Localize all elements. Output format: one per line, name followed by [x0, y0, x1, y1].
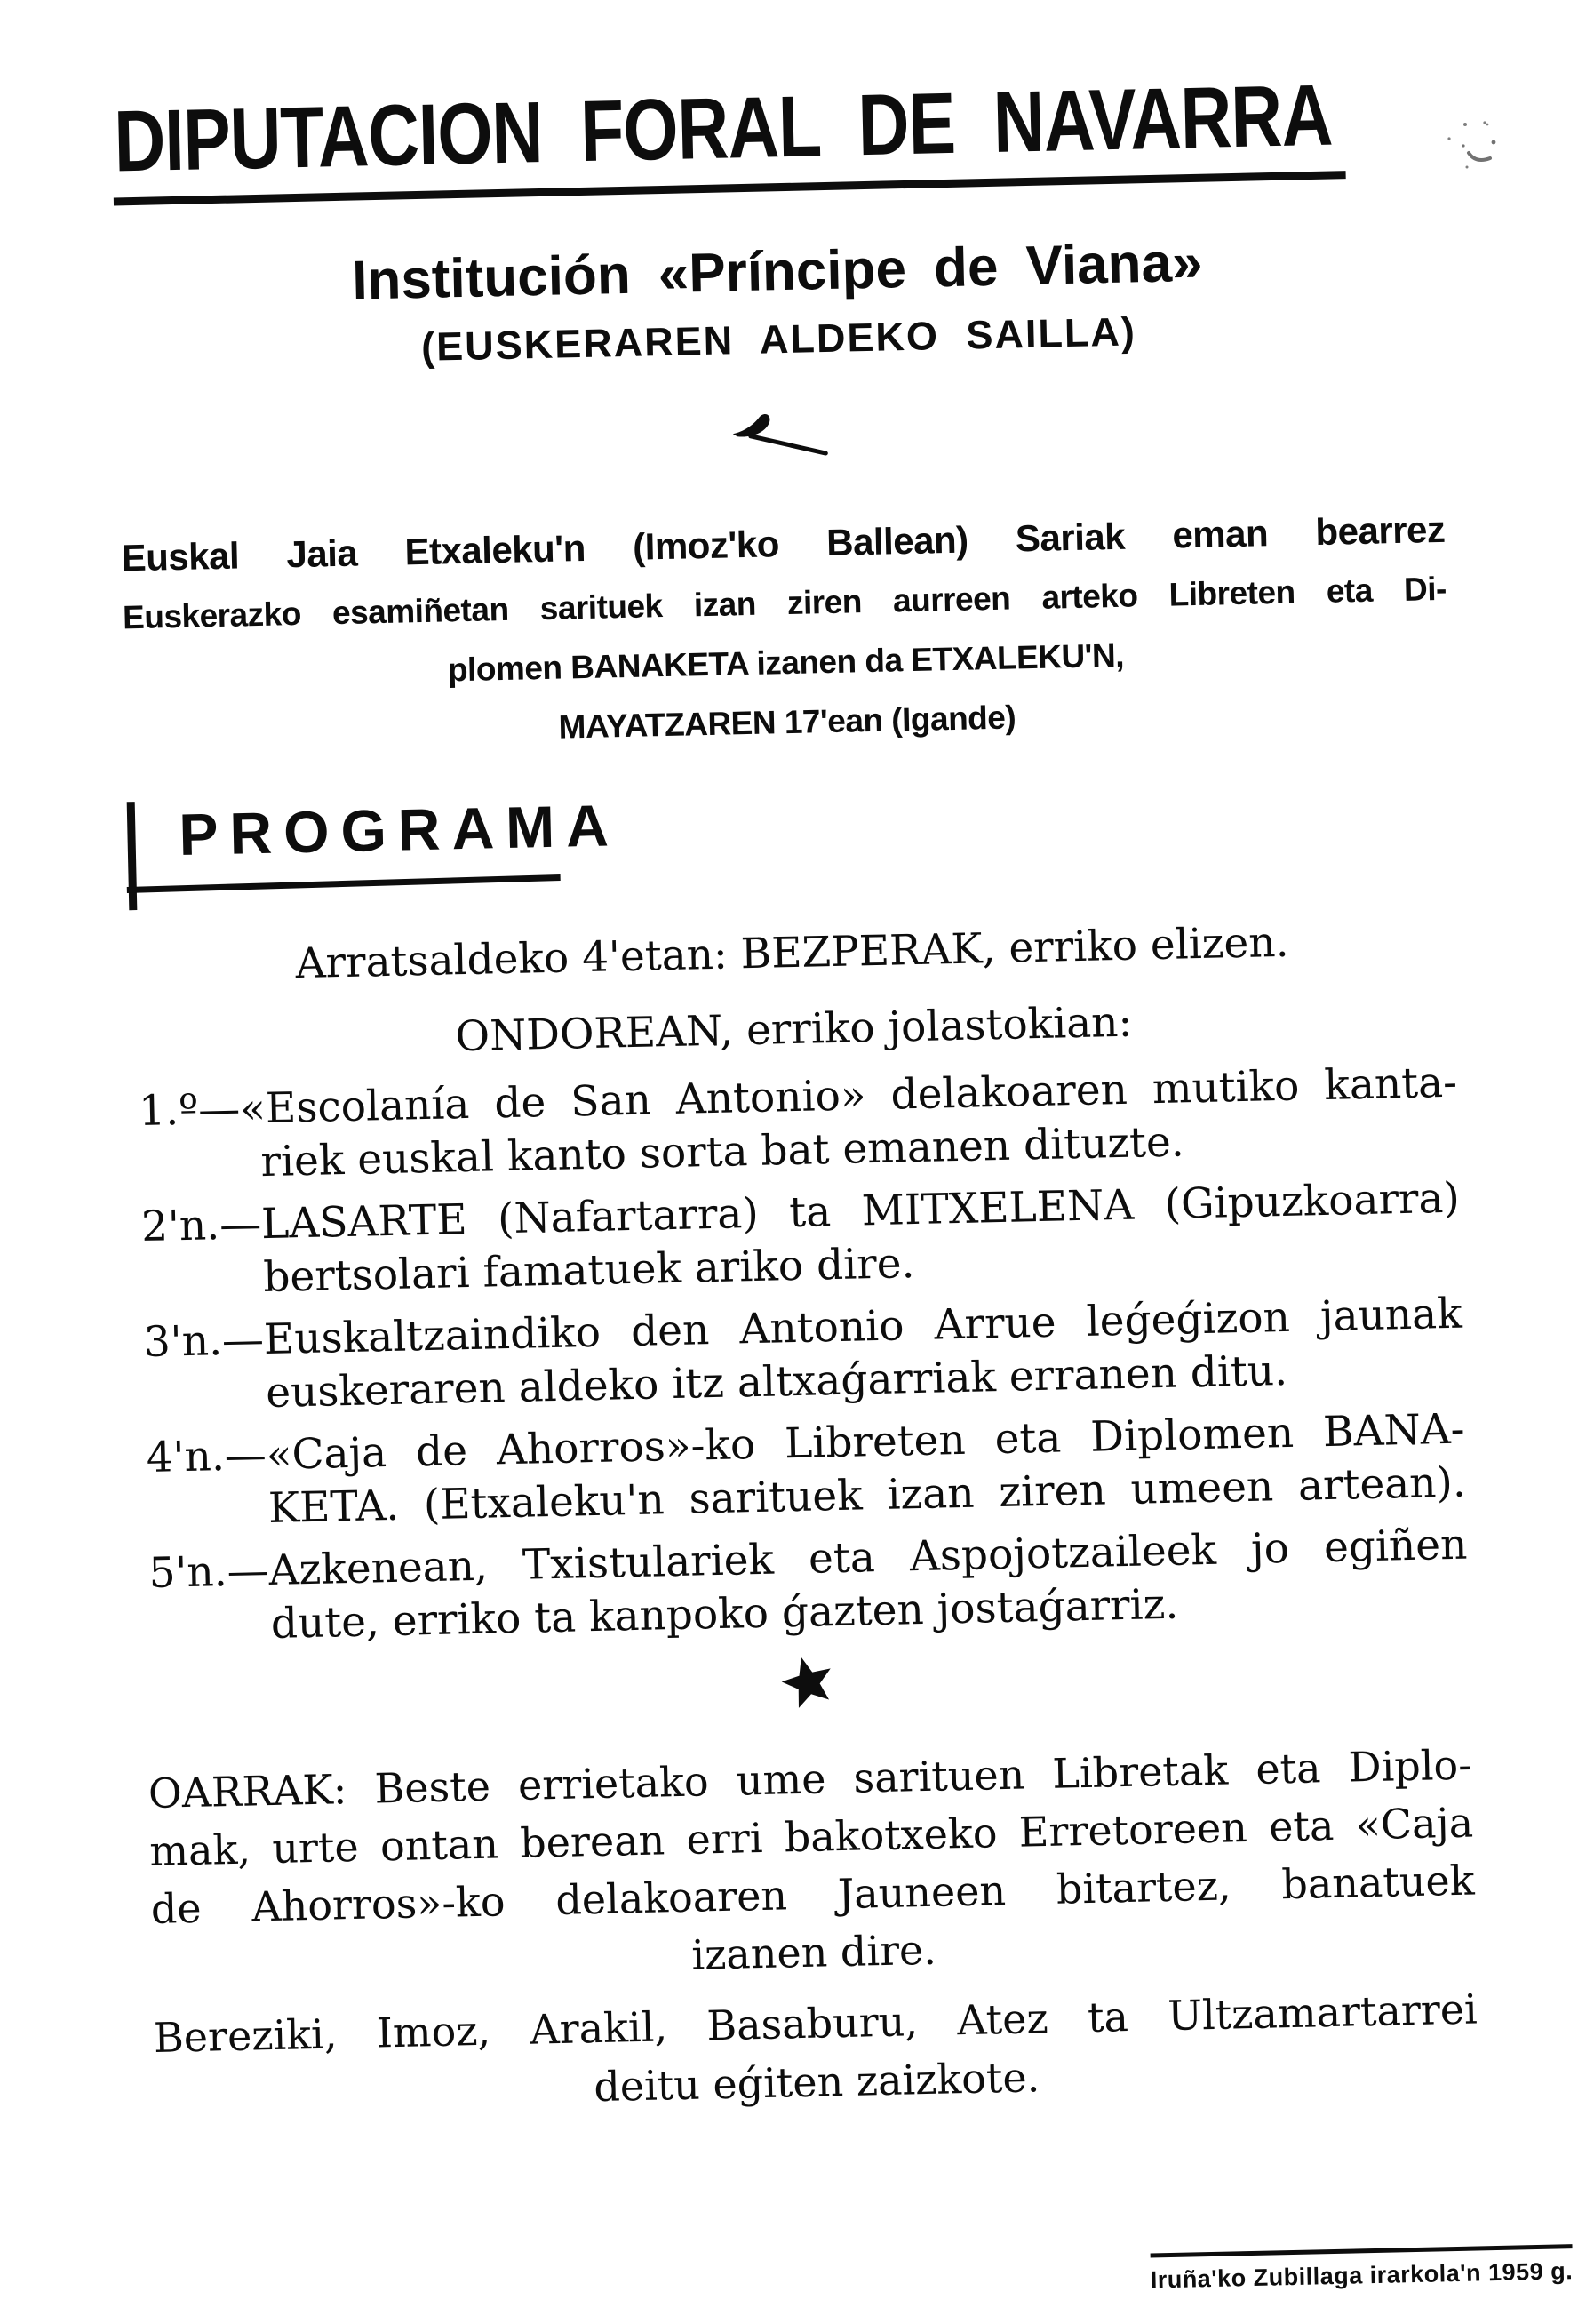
programa-section-heading [127, 792, 621, 891]
scanned-sheet [0, 66, 1586, 2324]
flyer-page [0, 66, 1586, 2307]
notes-line: izanen dire. [690, 1925, 937, 1979]
arrow-ornament-row [118, 398, 1443, 477]
page-title-text: DIPUTACION FORAL DE NAVARRA [113, 66, 1334, 190]
page-title [112, 66, 1346, 205]
program-intro-line: Arratsaldeko 4'etan: BEZPERAK, erriko elizen. [295, 917, 1290, 989]
announcement-line: plomen BANAKETA izanen da ETXALEKU'N, [447, 636, 1125, 689]
program-item [138, 1288, 1463, 1423]
department-line: (EUSKERAREN ALDEKO SAILLA) [420, 308, 1137, 371]
program-item-number: 2'n.— [140, 1200, 262, 1252]
program-item [140, 1403, 1466, 1538]
announcement-line: Euskerazko esamiñetan sarituek izan ziren aurreen arteko Libreten eta Di- [122, 570, 1447, 636]
program-item [133, 1057, 1459, 1192]
program-item-text: «Caja de Ahorros»-ko Libreten eta Diplomen BANA- [266, 1404, 1466, 1481]
event-heading: Euskal Jaia Etxaleku'n (Imoz'ko Ballean) Sariak eman bearrez [121, 507, 1446, 579]
program-item-line: riek euskal kanto sorta bat emanen dituzte. [259, 1117, 1185, 1187]
imprint-footer [1150, 2244, 1573, 2294]
program-item [135, 1172, 1461, 1307]
program-item-line: bertsolari famatuek ariko dire. [262, 1239, 915, 1303]
imprint-text: Iruña'ko Zubillaga irarkola'n 1959 g. [1150, 2257, 1574, 2294]
program-item-line: KETA. (Etxaleku'n sarituek izan ziren umeen artean). [267, 1457, 1467, 1534]
program-item [143, 1519, 1469, 1654]
announcement-section [121, 507, 1449, 759]
program-item-line: dute, erriko ta kanpoko ǵazten jostaǵarriz. [270, 1579, 1179, 1649]
program-item-text: Azkenean, Txistulariek eta Aspojotzaileek jo egiñen [268, 1520, 1468, 1596]
program-item-text: «Escolanía de San Antonio» delakoaren mutiko kanta- [239, 1058, 1458, 1134]
program-item-number: 3'n.— [143, 1315, 265, 1368]
program-item-text: Euskaltzaindiko den Antonio Arrue leǵeǵizon jaunak [263, 1289, 1463, 1365]
closing-line: Bereziki, Imoz, Arakil, Basaburu, Atez ta Ultzamartarrei [153, 1985, 1478, 2063]
program-item-number: 5'n.— [148, 1546, 270, 1599]
closing-section [153, 1980, 1479, 2126]
closing-line: deitu eǵiten zaizkote. [593, 2053, 1040, 2112]
notes-section [147, 1737, 1476, 1996]
notes-line: OARRAK: Beste errietako ume sarituen Libretak eta Diplo- [147, 1740, 1473, 1818]
programa-heading: PROGRAMA [178, 792, 621, 868]
program-item-list [133, 1057, 1470, 1654]
swoosh-arrow-icon [730, 411, 831, 459]
program-item-number: 1.º— [138, 1084, 241, 1137]
program-item-text: LASARTE (Nafartarra) ta MITXELENA (Gipuzkoarra) [260, 1173, 1461, 1250]
program-item-line: euskeraren aldeko itz altxaǵarriak erranen ditu. [265, 1346, 1288, 1418]
program-intro-line: ONDOREAN, erriko jolastokian: [454, 997, 1133, 1062]
notes-line: de Ahorros»-ko delakoaren Jauneen bitartez, banatuek [150, 1856, 1476, 1934]
institution-subtitle: Institución «Príncipe de Viana» [351, 231, 1204, 312]
program-item-number: 4'n.— [146, 1431, 267, 1483]
star-icon [775, 1649, 841, 1715]
notes-line: mak, urte ontan berean erri bakotxeko Erretoreen eta «Caja [148, 1798, 1474, 1876]
star-divider-row [146, 1640, 1470, 1729]
announcement-line: MAYATZAREN 17'ean (Igande) [558, 699, 1016, 746]
programa-underline [127, 874, 561, 893]
programa-left-bar [127, 802, 138, 910]
